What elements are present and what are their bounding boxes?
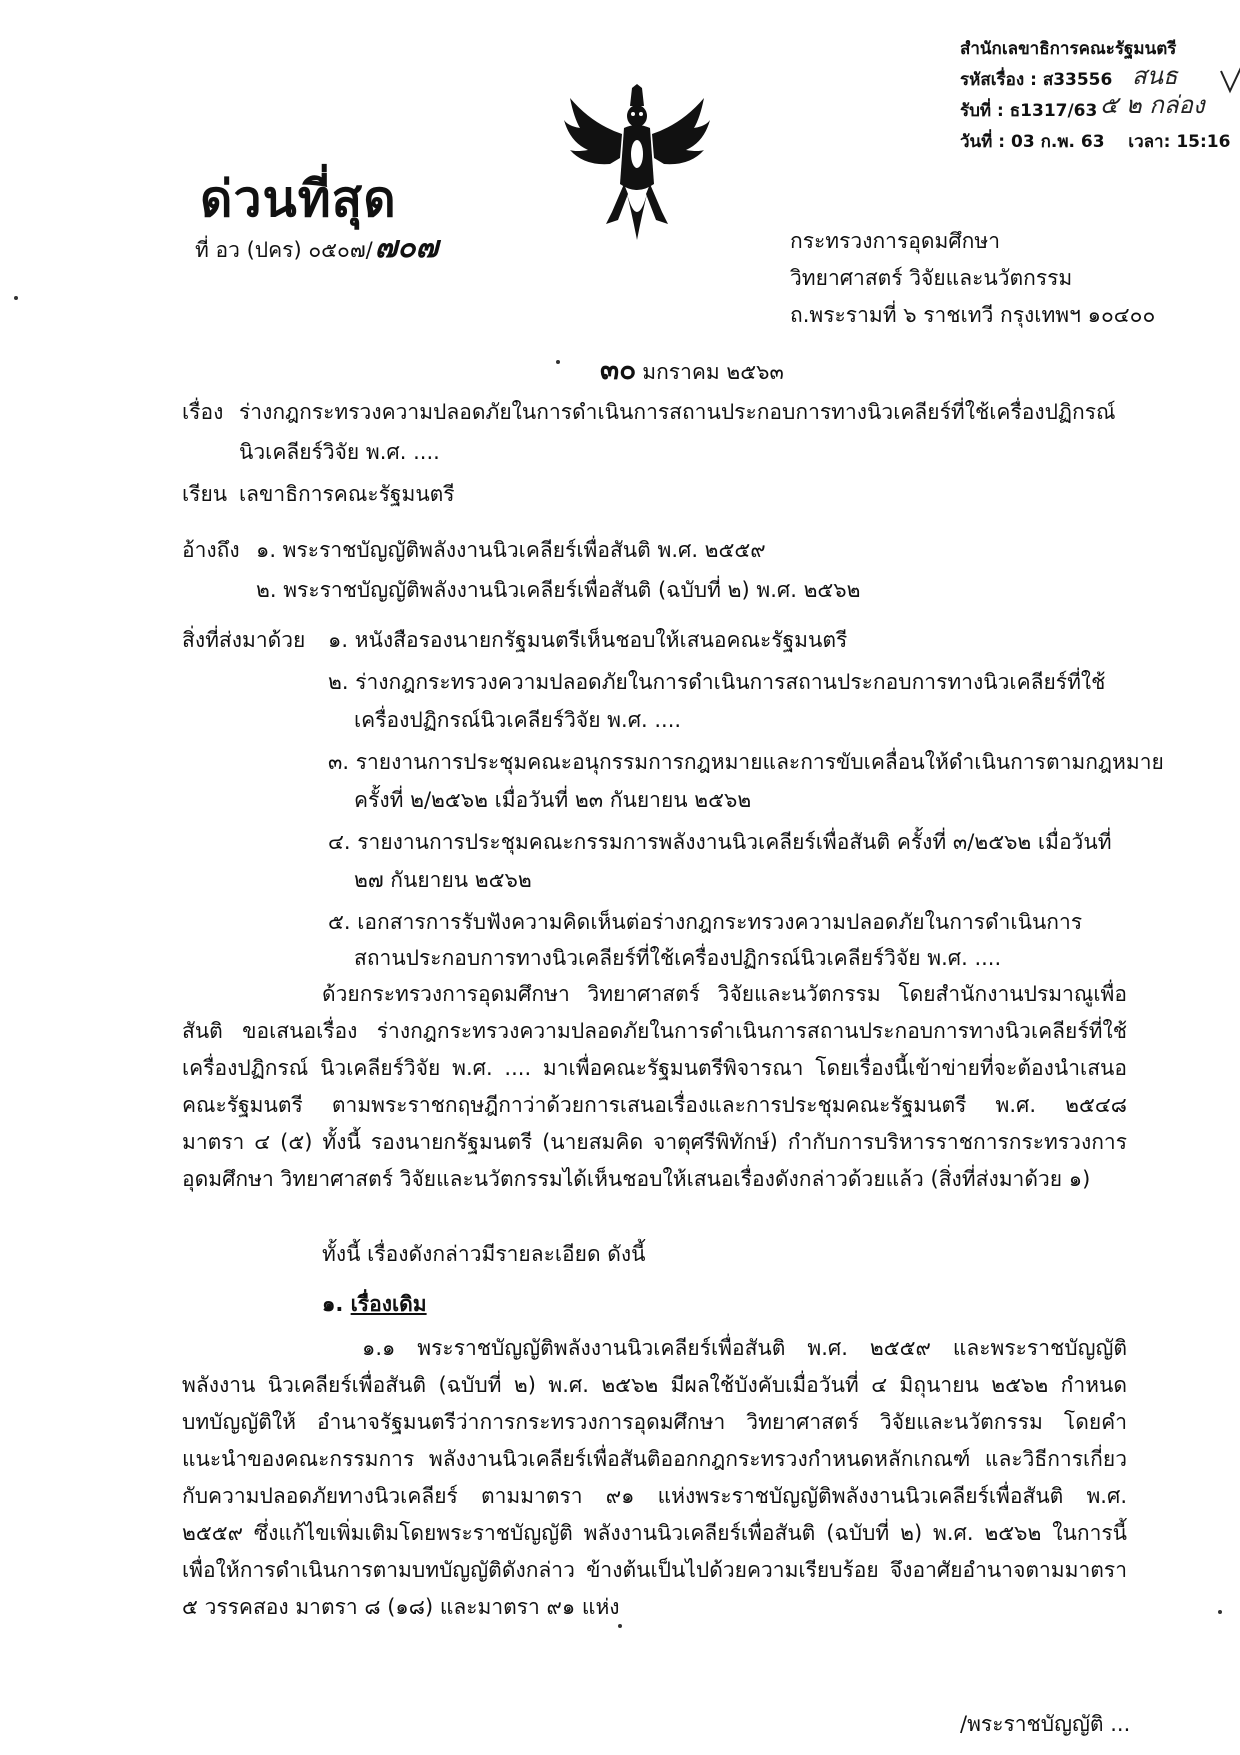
stamp-receive-handwritten-note: ๕ ๒ กล่อง <box>1100 91 1205 119</box>
stamp-date-value: 03 ก.พ. 63 <box>1011 132 1105 152</box>
document-number-value: ๗๐๗ <box>374 230 439 265</box>
stamp-code-label: รหัสเรื่อง : <box>960 70 1037 90</box>
scan-speck <box>618 1624 622 1628</box>
enclosure-item-3-cont: ครั้งที่ ๒/๒๕๖๒ เมื่อวันที่ ๒๓ กันยายน ๒๕๖๒ <box>354 788 752 812</box>
stamp-date-row <box>960 127 1230 158</box>
enclosures-block <box>182 620 1164 970</box>
subject-block <box>182 392 1132 476</box>
section-1-heading <box>322 1288 427 1321</box>
body-paragraph-3: ๑.๑ พระราชบัญญัติพลังงานนิวเคลียร์เพื่อสันติ พ.ศ. ๒๕๕๙ และพระราชบัญญัติพลังงาน นิวเคลียร์เพื่อสันติ (ฉบับที่ ๒) พ.ศ. ๒๕๖๒ มีผลใช้บังคับเมื่อวันที่ ๔ มิถุนายน ๒๕๖๒ กำหนดบทบัญญัติให้ อำนาจรัฐมนตรีว่าการกระทรวงการอุดมศึกษา วิทยาศาสตร์ วิจัยและนวัตกรรม โดยคำแนะนำของคณะกรรมการ พลังงานนิวเคลียร์เพื่อสันติออกกฎกระทรวงกำหนดหลักเกณฑ์ และวิธีการเกี่ยวกับความปลอดภัยทางนิวเคลียร์ ตามมาตรา ๙๑ แห่งพระราชบัญญัติพลังงานนิวเคลียร์เพื่อสันติ พ.ศ. ๒๕๕๙ ซึ่งแก้ไขเพิ่มเติมโดยพระราชบัญญัติ พลังงานนิวเคลียร์เพื่อสันติ (ฉบับที่ ๒) พ.ศ. ๒๕๖๒ ในการนี้ เพื่อให้การดำเนินการตามบทบัญญัติดังกล่าว ข้างต้นเป็นไปด้วยความเรียบร้อย จึงอาศัยอำนาจตามมาตรา ๕ วรรคสอง มาตรา ๘ (๑๘) และมาตรา ๙๑ แห่ง <box>182 1336 1127 1619</box>
enclosure-item-4: ๔. รายงานการประชุมคณะกรรมการพลังงานนิวเคลียร์เพื่อสันติ ครั้งที่ ๓/๒๕๖๒ เมื่อวันที่ <box>328 830 1112 854</box>
urgency-heading: ด่วนที่สุด <box>200 170 397 228</box>
stamp-time-value: 15:16 <box>1176 132 1231 152</box>
enclosure-item-1: ๑. หนังสือรองนายกรัฐมนตรีเห็นชอบให้เสนอคณะรัฐมนตรี <box>328 628 848 652</box>
ministry-line-2: วิทยาศาสตร์ วิจัยและนวัตกรรม <box>790 266 1073 290</box>
ministry-line-1: กระทรวงการอุดมศึกษา <box>790 229 1000 253</box>
recipient-block <box>182 474 782 514</box>
scan-speck <box>14 296 18 300</box>
recipient-label: เรียน <box>182 482 228 506</box>
document-number-prefix: ที่ อว (ปคร) ๐๕๐๗/ <box>195 238 373 262</box>
references-label: อ้างถึง <box>182 538 240 562</box>
receipt-stamp <box>960 34 1230 158</box>
subject-line-2: นิวเคลียร์วิจัย พ.ศ. .... <box>239 440 440 464</box>
scan-speck <box>556 360 560 364</box>
stamp-office: สำนักเลขาธิการคณะรัฐมนตรี <box>960 39 1177 59</box>
stamp-time-label: เวลา: <box>1128 132 1171 152</box>
page-continuation: /พระราชบัญญัติ ... <box>960 1712 1131 1736</box>
ministry-line-3: ถ.พระรามที่ ๖ ราชเทวี กรุงเทพฯ ๑๐๔๐๐ <box>790 303 1156 327</box>
enclosure-item-2-cont: เครื่องปฏิกรณ์นิวเคลียร์วิจัย พ.ศ. .... <box>354 708 682 732</box>
stamp-code-handwritten-note: สนธ <box>1132 62 1178 90</box>
enclosure-item-4-cont: ๒๗ กันยายน ๒๕๖๒ <box>354 868 532 892</box>
reference-item-1: ๑. พระราชบัญญัติพลังงานนิวเคลียร์เพื่อสันติ พ.ศ. ๒๕๕๙ <box>256 538 766 562</box>
enclosure-item-3: ๓. รายงานการประชุมคณะอนุกรรมการกฎหมายและการขับเคลื่อนให้ดำเนินการตามกฎหมาย <box>328 750 1164 774</box>
letter-date-month-year: มกราคม ๒๕๖๓ <box>642 360 784 384</box>
reference-item-2: ๒. พระราชบัญญัติพลังงานนิวเคลียร์เพื่อสันติ (ฉบับที่ ๒) พ.ศ. ๒๕๖๒ <box>256 578 861 602</box>
subject-label: เรื่อง <box>182 400 224 424</box>
stamp-receive-label: รับที่ : <box>960 101 1004 121</box>
section-1-number: ๑. <box>322 1292 344 1316</box>
enclosure-item-2: ๒. ร่างกฎกระทรวงความปลอดภัยในการดำเนินการสถานประกอบการทางนิวเคลียร์ที่ใช้ <box>328 670 1106 694</box>
document-number <box>195 224 438 271</box>
references-block <box>182 530 1082 614</box>
stamp-receive-value: ธ1317/63 <box>1009 101 1098 121</box>
scan-speck <box>1218 1610 1222 1614</box>
section-1-title: เรื่องเดิม <box>350 1292 427 1316</box>
ministry-address <box>790 223 1155 334</box>
recipient-value: เลขาธิการคณะรัฐมนตรี <box>239 482 455 506</box>
body-paragraph-2: ทั้งนี้ เรื่องดังกล่าวมีรายละเอียด ดังนี้ <box>322 1242 646 1266</box>
garuda-emblem-icon <box>562 84 712 244</box>
enclosure-item-5-cont: สถานประกอบการทางนิวเคลียร์ที่ใช้เครื่องปฏิกรณ์นิวเคลียร์วิจัย พ.ศ. .... <box>354 946 1002 970</box>
subject-line-1: ร่างกฎกระทรวงความปลอดภัยในการดำเนินการสถานประกอบการทางนิวเคลียร์ที่ใช้เครื่องปฏิกรณ์ <box>239 400 1116 424</box>
stamp-receive-row <box>960 91 1230 127</box>
stamp-code-value: ส33556 <box>1042 70 1113 90</box>
letter-date <box>600 348 784 392</box>
letter-date-day: ๓๐ <box>600 353 637 386</box>
enclosures-label: สิ่งที่ส่งมาด้วย <box>182 628 306 652</box>
body-paragraph-1: ด้วยกระทรวงการอุดมศึกษา วิทยาศาสตร์ วิจัยและนวัตกรรม โดยสำนักงานปรมาณูเพื่อสันติ ขอเสนอเรื่อง ร่างกฎกระทรวงความปลอดภัยในการดำเนินการสถานประกอบการทางนิวเคลียร์ที่ใช้เครื่องปฏิกรณ์ นิวเคลียร์วิจัย พ.ศ. .... มาเพื่อคณะรัฐมนตรีพิจารณา โดยเรื่องนี้เข้าข่ายที่จะต้องนำเสนอคณะรัฐมนตรี ตามพระราชกฤษฎีกาว่าด้วยการเสนอเรื่องและการประชุมคณะรัฐมนตรี พ.ศ. ๒๕๔๘ มาตรา ๔ (๕) ทั้งนี้ รองนายกรัฐมนตรี (นายสมคิด จาตุศรีพิทักษ์) กำกับการบริหารราชการกระทรวงการอุดมศึกษา วิทยาศาสตร์ วิจัยและนวัตกรรมได้เห็นชอบให้เสนอเรื่องดังกล่าวด้วยแล้ว (สิ่งที่ส่งมาด้วย ๑) <box>182 982 1127 1191</box>
enclosure-item-5: ๕. เอกสารการรับฟังความคิดเห็นต่อร่างกฎกระทรวงความปลอดภัยในการดำเนินการ <box>328 910 1083 934</box>
stamp-date-label: วันที่ : <box>960 132 1006 152</box>
